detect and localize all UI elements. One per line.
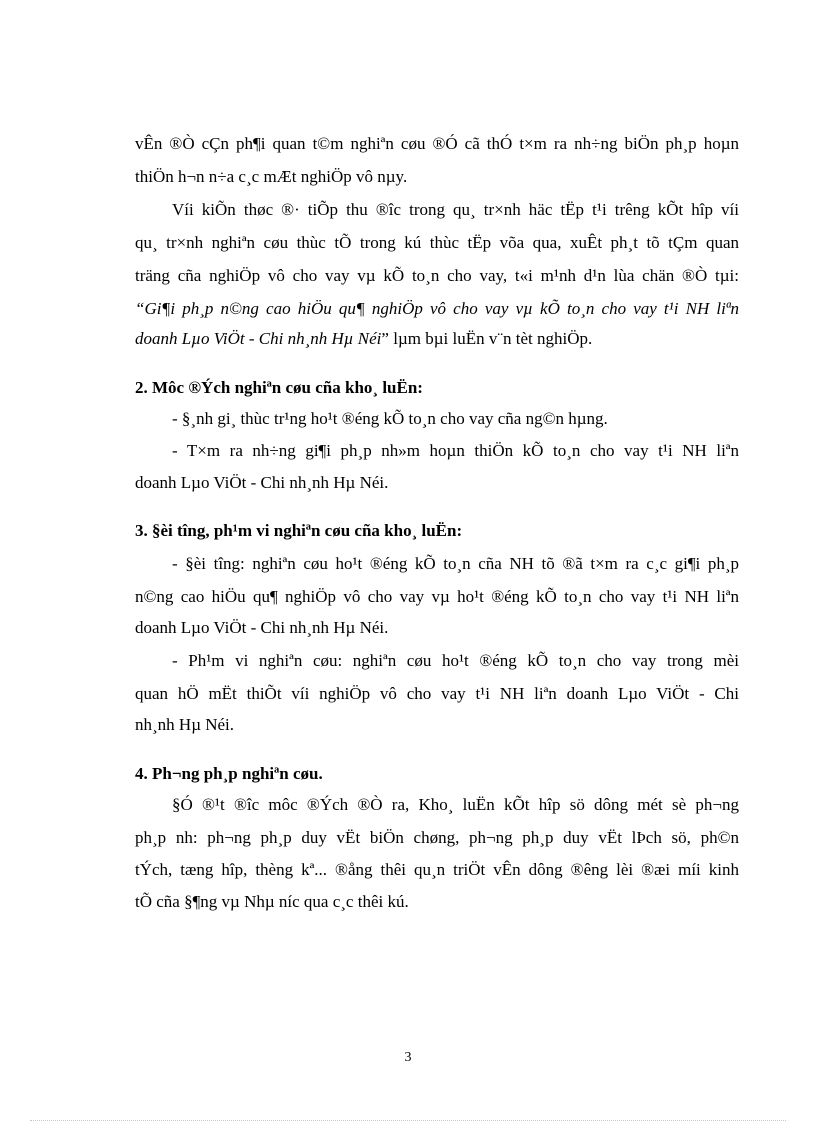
- paragraph-line: träng cña nghiÖp vô cho vay vµ kÕ to¸n cho vay, t«i m¹nh d¹n lùa chän ®Ò tµi:: [135, 266, 739, 285]
- page-number: 3: [404, 1050, 412, 1065]
- bullet-line: nh¸nh Hµ Néi.: [135, 715, 235, 734]
- bullet-line: quan hÖ mËt thiÕt víi nghiÖp vô cho vay t¹i NH liªn doanh Lµo ViÖt - Chi: [135, 684, 739, 703]
- paragraph-line: Víi kiÕn thøc ®· tiÕp thu ®îc trong qu¸ tr×nh häc tËp t¹i trêng kÕt hîp víi: [172, 200, 739, 219]
- paragraph-line: qu¸ tr×nh nghiªn cøu thùc tÕ trong kú thùc tËp võa qua, xuÊt ph¸t tõ tÇm quan: [135, 233, 739, 252]
- paragraph-line: vÊn ®Ò cÇn ph¶i quan t©m nghiªn cøu ®Ó cã thÓ t×m ra nh÷ng biÖn ph¸p hoµn: [135, 134, 739, 153]
- paragraph-line: tÝch, tæng hîp, thèng kª... ®ång thêi qu¸n triÖt vÊn dông ®êng lèi ®æi míi kinh: [135, 860, 739, 879]
- paragraph-line: thiÖn h¬n n÷a c¸c mÆt nghiÖp vô nµy.: [135, 167, 408, 186]
- section-heading: 3. §èi tîng, ph¹m vi nghiªn cøu cña kho¸ luËn:: [135, 521, 463, 540]
- thesis-title-end: doanh Lµo ViÖt - Chi nh¸nh Hµ Néi: [135, 329, 382, 348]
- bullet-line: doanh Lµo ViÖt - Chi nh¸nh Hµ Néi.: [135, 473, 389, 492]
- paragraph-line: ph¸p nh: ph¬ng ph¸p duy vËt biÖn chøng, ph¬ng ph¸p duy vËt lÞch sö, ph©n: [135, 828, 739, 847]
- paragraph-line: [135, 329, 739, 349]
- paragraph-line: tÕ cña §¶ng vµ Nhµ níc qua c¸c thêi kú.: [135, 892, 409, 911]
- bullet-line: - Ph¹m vi nghiªn cøu: nghiªn cøu ho¹t ®éng kÕ to¸n cho vay trong mèi: [172, 651, 739, 670]
- page-bottom-divider: [30, 1120, 786, 1121]
- bullet-line: - T×m ra nh÷ng gi¶i ph¸p nh»m hoµn thiÖn kÕ to¸n cho vay t¹i NH liªn: [172, 441, 739, 460]
- bullet-line: n©ng cao hiÖu qu¶ nghiÖp vô cho vay vµ ho¹t ®éng kÕ to¸n cho vay t¹i NH liªn: [135, 587, 739, 606]
- section-heading: 2. Môc ®Ých nghiªn cøu cña kho¸ luËn:: [135, 378, 423, 397]
- section-heading: 4. Ph¬ng ph¸p nghiªn cøu.: [135, 764, 323, 783]
- bullet-line: - §¸nh gi¸ thùc tr¹ng ho¹t ®éng kÕ to¸n cho vay cña ng©n hµng.: [172, 409, 608, 428]
- paragraph-line: “Gi¶i ph¸p n©ng cao hiÖu qu¶ nghiÖp vô cho vay vµ kÕ to¸n cho vay t¹i NH liªn: [135, 299, 739, 318]
- bullet-line: doanh Lµo ViÖt - Chi nh¸nh Hµ Néi.: [135, 618, 389, 637]
- thesis-title-tail: ” lµm bµi luËn v¨n tèt nghiÖp.: [381, 329, 593, 348]
- bullet-line: - §èi tîng: nghiªn cøu ho¹t ®éng kÕ to¸n cña NH tõ ®ã t×m ra c¸c gi¶i ph¸p: [172, 554, 739, 573]
- paragraph-line: §Ó ®¹t ®îc môc ®Ých ®Ò ra, Kho¸ luËn kÕt hîp sö dông mét sè ph¬ng: [172, 795, 739, 814]
